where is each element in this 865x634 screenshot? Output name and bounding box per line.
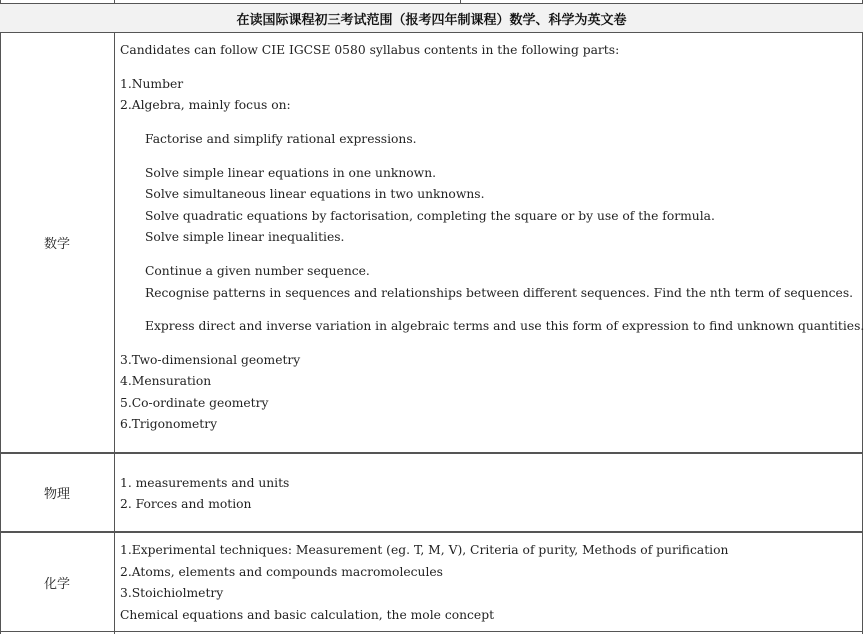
math-item-number: 1.Number bbox=[120, 77, 184, 91]
table-border-right bbox=[862, 0, 863, 634]
chemistry-item: 1.Experimental techniques: Measurement (eg. T, M, V), Criteria of purity, Methods of purification bbox=[120, 543, 729, 557]
subject-chemistry: 化学 bbox=[43, 576, 70, 592]
chemistry-item: 2.Atoms, elements and compounds macromolecules bbox=[120, 565, 443, 579]
table-bottom-border bbox=[0, 631, 863, 632]
algebra-point: Continue a given number sequence. bbox=[145, 264, 370, 278]
math-item-trig: 6.Trigonometry bbox=[120, 417, 218, 431]
subject-math: 数学 bbox=[43, 237, 70, 252]
algebra-point: Solve simple linear inequalities. bbox=[145, 230, 345, 244]
physics-item: 2. Forces and motion bbox=[120, 497, 252, 511]
algebra-point: Factorise and simplify rational expressions. bbox=[145, 132, 417, 146]
header-bottom-border bbox=[0, 32, 863, 33]
physics-item: 1. measurements and units bbox=[120, 476, 290, 490]
math-item-geometry: 3.Two-dimensional geometry bbox=[120, 353, 301, 367]
math-row-bottom-border bbox=[0, 452, 863, 454]
physics-row-bottom-border bbox=[0, 531, 863, 533]
column-divider bbox=[114, 32, 115, 634]
math-item-mensuration: 4.Mensuration bbox=[120, 374, 212, 388]
math-item-algebra: 2.Algebra, mainly focus on: bbox=[120, 98, 291, 112]
algebra-point: Recognise patterns in sequences and relationships between different sequences. Find the nth term of sequences. bbox=[145, 286, 854, 300]
math-item-coordinate: 5.Co-ordinate geometry bbox=[120, 396, 269, 410]
table-header: 在读国际课程初三考试范围（报考四年制课程）数学、科学为英文卷 bbox=[0, 4, 863, 32]
algebra-point: Solve simultaneous linear equations in two unknowns. bbox=[145, 187, 485, 201]
chemistry-item: 3.Stoichiolmetry bbox=[120, 586, 224, 600]
algebra-point: Express direct and inverse variation in algebraic terms and use this form of expression to find unknown quantities. bbox=[145, 319, 865, 333]
algebra-point: Solve quadratic equations by factorisation, completing the square or by use of the formula. bbox=[145, 209, 715, 223]
math-intro: Candidates can follow CIE IGCSE 0580 syllabus contents in the following parts: bbox=[120, 43, 620, 57]
chemistry-item: Chemical equations and basic calculation, the mole concept bbox=[120, 608, 495, 622]
subject-physics: 物理 bbox=[43, 487, 70, 502]
algebra-point: Solve simple linear equations in one unknown. bbox=[145, 166, 437, 180]
